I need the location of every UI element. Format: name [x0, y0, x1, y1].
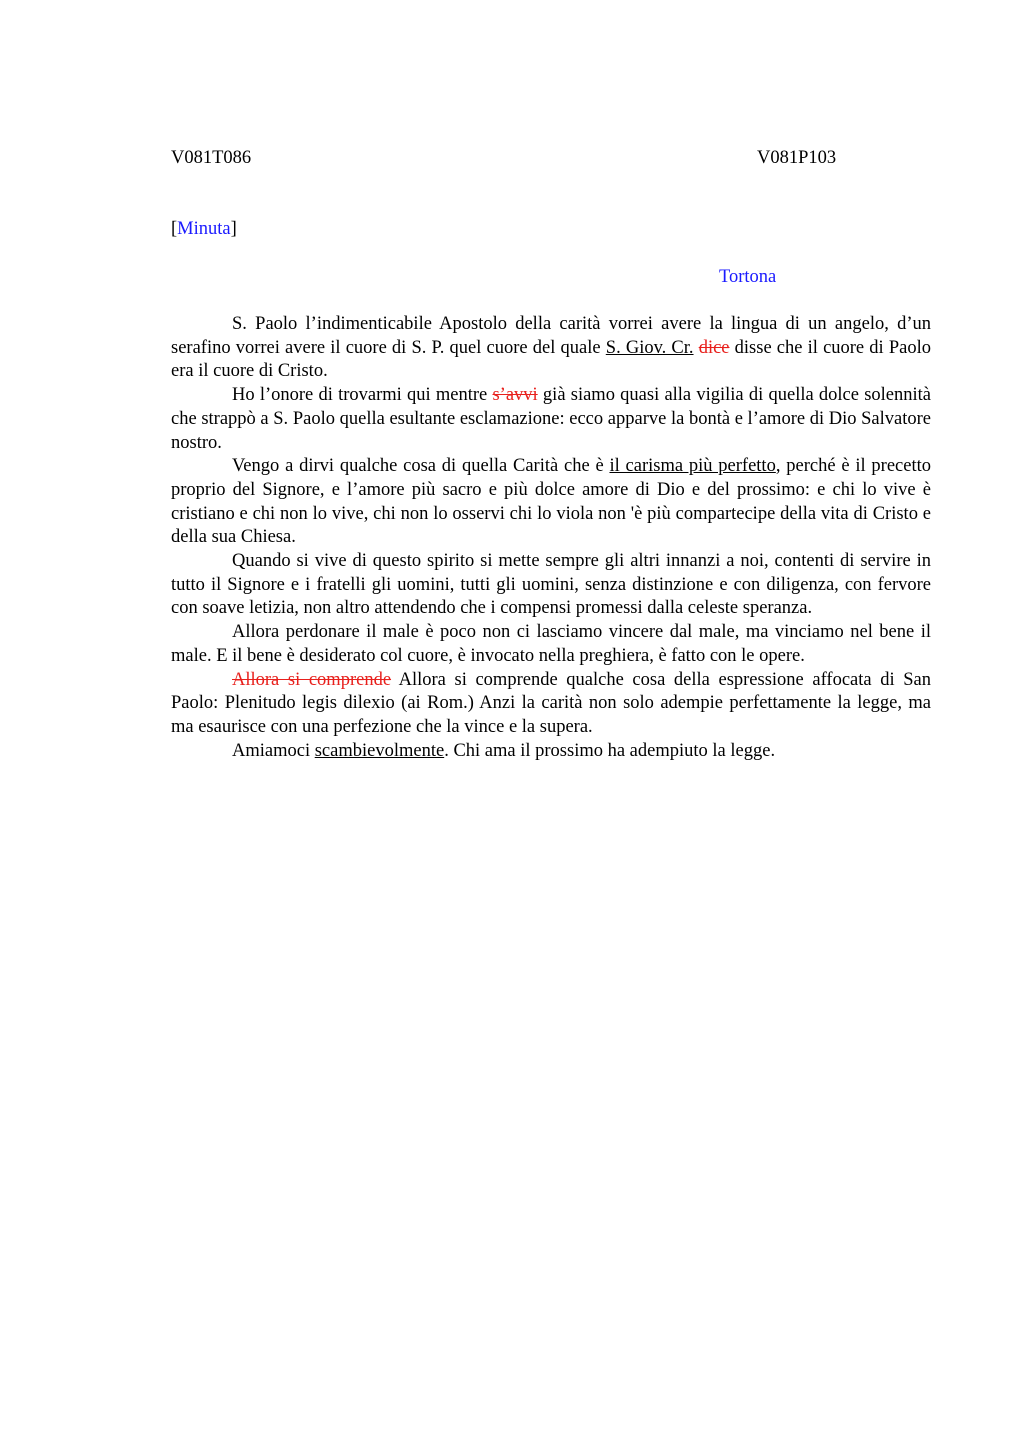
paragraph-text: Ho l’onore di trovarmi qui mentre: [232, 385, 493, 406]
underlined-text: il carisma più perfetto: [609, 456, 776, 477]
paragraph-text: Quando si vive di questo spirito si mette sempre gli altri innanzi a noi, contenti di servire in tutto il Signore e i fratelli gli uomini, tutti gli uomini, senza distinzione e con diligenza, con fervore con soave letizia, non altro attendendo che i compensi promessi dalla celeste speranza.: [171, 551, 931, 619]
paragraph-text: Allora perdonare il male è poco non ci lasciamo vincere dal male, ma vinciamo nel bene il male. E il bene è desiderato col cuore, è invocato nella preghiera, è fatto con le opere.: [171, 622, 931, 666]
document-type-label: [171, 219, 237, 240]
bracket-close: ]: [230, 219, 237, 239]
underlined-text: scambievolmente: [314, 740, 445, 761]
document-code-right: V081P103: [757, 148, 837, 168]
paragraph-text: già siamo quasi alla vigilia di quella dolce solennità che strappò a S. Paolo quella esultante esclamazione: ecco apparve la bontà e l’amore di Dio Salvatore nostro.: [171, 385, 931, 453]
paragraph-1: [171, 313, 931, 384]
deleted-text: Allora si comprende: [232, 669, 392, 690]
paragraph-7: [171, 740, 931, 764]
minuta-label: Minuta: [177, 219, 231, 239]
paragraph-text: Vengo a dirvi qualche cosa di quella Carità che è: [232, 456, 610, 477]
paragraph-text: , perché è il precetto proprio del Signore, e l’amore più sacro e più dolce amore di Dio e del prossimo: e chi lo vive è cristiano e chi non lo vive, chi non lo osservi chi lo viola non 'è più compartecipe della vita di Cristo e della sua Chiesa.: [171, 456, 931, 548]
paragraph-text: disse che il cuore di Paolo era il cuore di Cristo.: [171, 337, 931, 382]
paragraph-text: Allora si comprende qualche cosa della espressione affocata di San Paolo: Plenitudo legis dilexio (ai Rom.) Anzi la carità non solo adempie perfettamente la legge, ma ma esaurisce con una perfezione che la vince e la supera.: [171, 669, 931, 737]
paragraph-5: [171, 621, 931, 668]
paragraph-2: [171, 384, 931, 455]
paragraph-text: Amiamoci: [232, 740, 315, 761]
deleted-text: dice: [698, 337, 730, 358]
paragraph-4: [171, 550, 931, 621]
underlined-text: S. Giov. Cr.: [605, 337, 694, 358]
paragraph-text: S. Paolo l’indimenticabile Apostolo della carità vorrei avere la lingua di un angelo, d’un serafino vorrei avere il cuore di S. P. quel cuore del quale: [171, 314, 931, 358]
deleted-text: s’avvi: [492, 385, 538, 406]
place-label: Tortona: [719, 267, 777, 287]
document-body: [171, 313, 931, 763]
bracket-open: [: [171, 219, 178, 239]
document-code-left: V081T086: [171, 148, 252, 168]
paragraph-6: [171, 669, 931, 740]
paragraph-3: [171, 455, 931, 550]
paragraph-text: . Chi ama il prossimo ha adempiuto la legge.: [444, 740, 776, 761]
